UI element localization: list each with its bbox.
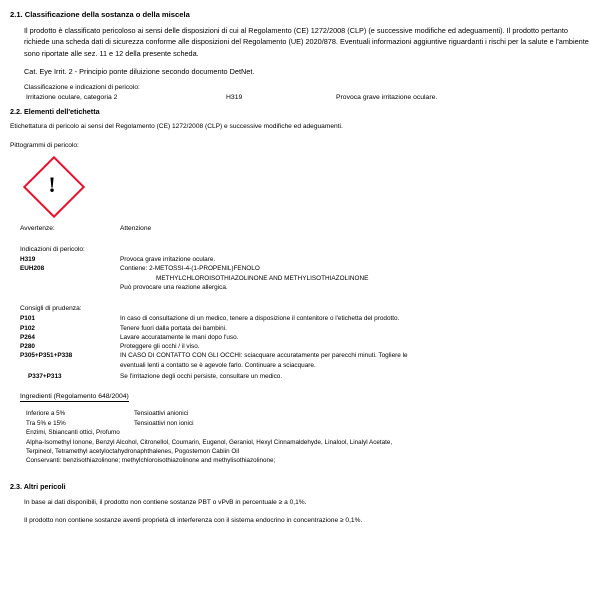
precaution-item [10, 372, 590, 381]
precaution-code: P102 [20, 324, 35, 332]
warnings-value: Attenzione [120, 225, 152, 233]
warnings-label: Avvertenze: [20, 225, 55, 233]
section-2-3-paragraph-1: In base ai dati disponibili, il prodotto non contiene sostanze PBT o vPvB in percentuale ≥ a 0,1%. [24, 498, 307, 506]
precautions-label-row [10, 305, 590, 312]
precaution-text: IN CASO DI CONTATTO CON GLI OCCHI: sciacquare accuratamente per parecchi minuti. Togliere le [120, 352, 408, 360]
ingredient-type: Tensioattivi anionici [134, 410, 189, 418]
classification-code: H319 [226, 94, 243, 102]
precaution-text: Se l'irritazione degli occhi persiste, consultare un medico. [120, 373, 283, 380]
precaution-code: P264 [20, 333, 35, 341]
classification-name: Irritazione oculare, categoria 2 [26, 94, 118, 102]
precaution-item [10, 314, 590, 323]
warnings-row [10, 225, 590, 232]
ingredients-line: Enzimi, Sbiancanti ottici, Profumo [26, 429, 120, 437]
ingredients-line: Alpha-Isomethyl Ionone, Benzyl Alcohol, Citronellol, Coumarin, Eugenol, Geraniol, Hexyl Cinnamaldehyde, Linalool, Linalyl Acetate, [26, 438, 393, 446]
hazard-text: Contiene: 2-METOSSI-4-(1-PROPENIL)FENOLO [120, 265, 260, 273]
ghs07-exclamation-mark-icon [24, 157, 80, 213]
precaution-text: Lavare accuratamente le mani dopo l'uso. [120, 333, 239, 341]
hazard-item [10, 264, 590, 292]
hazard-text: Può provocare una reazione allergica. [120, 284, 228, 292]
precaution-code: P305+P351+P338 [20, 352, 73, 360]
ingredient-type: Tensioattivi non ionici [134, 419, 194, 427]
hazard-item [10, 255, 590, 264]
hazards-label: Indicazioni di pericolo: [20, 246, 85, 254]
section-2-1-heading: 2.1. Classificazione della sostanza o della miscela [10, 10, 190, 19]
ingredients-line: Terpineol, Tetramethyl acetyloctahydronaphthalenes, Pogostemon Cabiin Oil [26, 448, 240, 456]
section-2-3-paragraph-2: Il prodotto non contiene sostanze aventi proprietà di interferenza con il sistema endocrino in concentrazione ≥ 0,1%. [24, 517, 363, 525]
section-2-1-body [24, 25, 590, 77]
section-2-2-heading: 2.2. Elementi dell'etichetta [10, 107, 100, 117]
ingredients-title: Ingredienti (Regolamento 648/2004) [20, 393, 129, 401]
precaution-code: P280 [20, 343, 35, 351]
precaution-text: eventuali lenti a contatto se è agevole farlo. Continuare a sciacquare. [120, 361, 316, 369]
pictograms-label: Pittogrammi di pericolo: [10, 142, 79, 150]
precaution-item [10, 351, 590, 370]
precaution-text: Tenere fuori dalla portata dei bambini. [120, 324, 227, 332]
precaution-code: P337+P313 [28, 373, 62, 380]
section-2-3-heading: 2.3. Altri pericoli [10, 481, 66, 491]
precaution-item [10, 333, 590, 342]
pictogram-glyph: ! [48, 172, 56, 198]
ingredients-line: Conservanti: benzisothiazolinone; methylchloroisothiazolinone and methylisothiazolinone; [26, 457, 276, 465]
ingredient-range: Inferiore a 5% [26, 410, 66, 418]
section-2-2-intro: Etichettatura di pericolo ai sensi del Regolamento (CE) 1272/2008 (CLP) e successive modifiche ed adeguamenti. [10, 123, 343, 131]
classification-row [26, 94, 590, 101]
hazard-text: Provoca grave irritazione oculare. [120, 256, 216, 264]
ingredients-row [26, 419, 590, 428]
precaution-text: Proteggere gli occhi / il viso. [120, 343, 200, 351]
section-2-1-paragraph-1: Il prodotto è classificato pericoloso ai sensi delle disposizioni di cui al Regolamento (CE) 1272/2008 (CLP) (e successive modifiche ed adeguamenti). Il prodotto pertanto richiede una scheda dati di sicurezza conforme alle disposizioni del Regolamento (UE) 2020/878. Eventuali informazioni aggiuntive riguardanti i rischi per la salute e l'ambiente sono riportate alle sez. 11 e 12 della presente scheda. [24, 26, 589, 58]
classification-label: Classificazione e indicazioni di pericolo: [24, 84, 140, 92]
precaution-text: In caso di consultazione di un medico, tenere a disposizione il contenitore o l'etichetta del prodotto. [120, 315, 400, 323]
hazard-code: EUH208 [20, 265, 45, 273]
pictogram-container [24, 157, 590, 213]
precautions-label: Consigli di prudenza: [20, 305, 82, 313]
ingredient-range: Tra 5% e 15% [26, 419, 66, 427]
precaution-item [10, 324, 590, 333]
section-2-3-body [24, 498, 590, 527]
section-2-1-paragraph-2: Cat. Eye Irrit. 2 - Principio ponte diluizione secondo documento DetNet. [24, 66, 255, 76]
hazards-label-row [10, 246, 590, 253]
classification-statement: Provoca grave irritazione oculare. [336, 94, 438, 102]
precaution-code: P101 [20, 315, 35, 323]
ingredients-row [26, 409, 590, 418]
hazard-code: H319 [20, 256, 36, 264]
hazard-text: METHYLCHLOROISOTHIAZOLINONE AND METHYLISOTHIAZOLINONE [156, 274, 369, 282]
precaution-item [10, 342, 590, 351]
